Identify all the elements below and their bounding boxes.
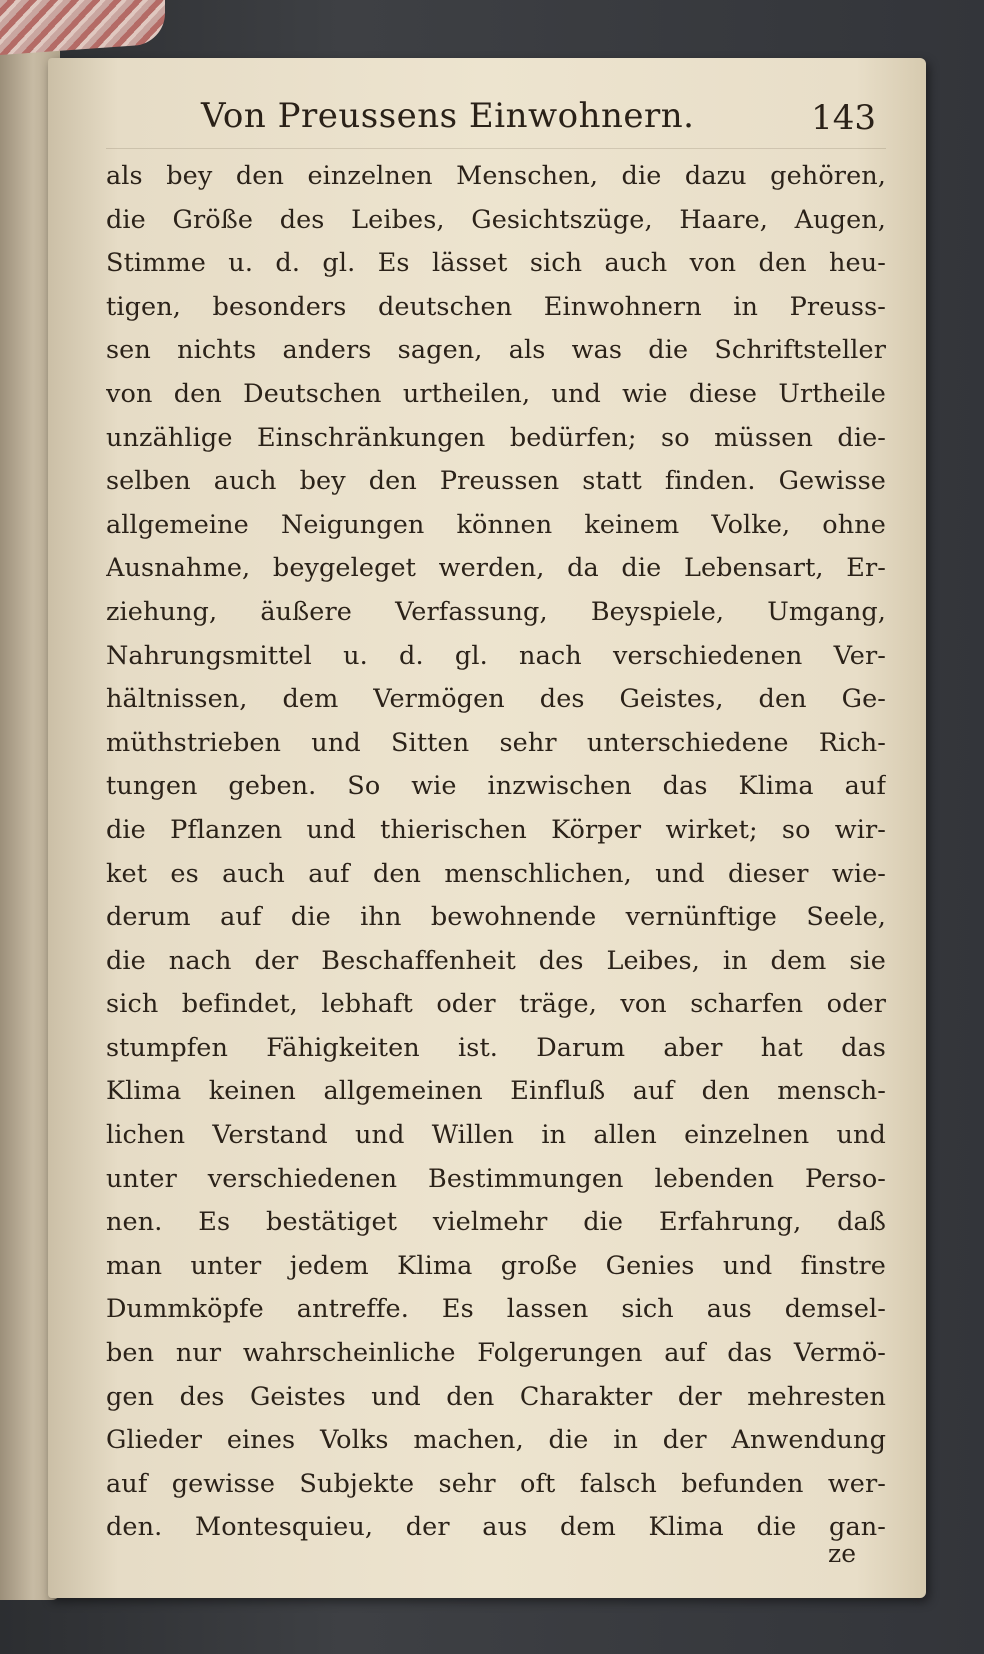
text-line: unzählige Einschränkungen bedürfen; so müssen die-	[106, 422, 886, 453]
text-line: nen. Es bestätiget vielmehr die Erfahrung, daß	[106, 1207, 886, 1238]
page-number: 143	[811, 98, 876, 138]
text-line: müthstrieben und Sitten sehr unterschiedene Rich-	[106, 727, 886, 758]
text-line: man unter jedem Klima große Genies und finstre	[106, 1250, 886, 1281]
text-line: tungen geben. So wie inzwischen das Klima auf	[106, 771, 886, 802]
text-line: gen des Geistes und den Charakter der mehresten	[106, 1381, 886, 1412]
page-header	[106, 88, 886, 149]
book-page	[48, 58, 926, 1598]
page-content	[106, 88, 886, 1568]
text-line: ziehung, äußere Verfassung, Beyspiele, Umgang,	[106, 596, 886, 627]
text-line: hältnissen, dem Vermögen des Geistes, den Ge-	[106, 684, 886, 715]
text-line: selben auch bey den Preussen statt finden. Gewisse	[106, 466, 886, 497]
text-line: Glieder eines Volks machen, die in der Anwendung	[106, 1425, 886, 1456]
text-line: sich befindet, lebhaft oder träge, von scharfen oder	[106, 989, 886, 1020]
text-line: als bey den einzelnen Menschen, die dazu gehören,	[106, 161, 886, 191]
text-line: Klima keinen allgemeinen Einfluß auf den mensch-	[106, 1076, 886, 1107]
text-line: stumpfen Fähigkeiten ist. Darum aber hat das	[106, 1032, 886, 1063]
text-line: ben nur wahrscheinliche Folgerungen auf das Vermö-	[106, 1338, 886, 1369]
text-line: sen nichts anders sagen, als was die Schriftsteller	[106, 335, 886, 366]
text-line: auf gewisse Subjekte sehr oft falsch befunden wer-	[106, 1468, 886, 1499]
text-line: Stimme u. d. gl. Es lässet sich auch von den heu-	[106, 248, 886, 279]
text-line: Nahrungsmittel u. d. gl. nach verschiedenen Ver-	[106, 640, 886, 671]
text-line: von den Deutschen urtheilen, und wie diese Urtheile	[106, 378, 886, 409]
text-line: allgemeine Neigungen können keinem Volke, ohne	[106, 509, 886, 540]
text-line: lichen Verstand und Willen in allen einzelnen und	[106, 1120, 886, 1151]
text-line: die Pflanzen und thierischen Körper wirket; so wir-	[106, 814, 886, 845]
catchword: ze	[828, 1539, 856, 1568]
text-line: unter verschiedenen Bestimmungen lebenden Perso-	[106, 1163, 886, 1194]
text-line: ket es auch auf den menschlichen, und dieser wie-	[106, 858, 886, 889]
body-text	[106, 155, 886, 1550]
running-head: Von Preussens Einwohnern.	[201, 96, 695, 136]
text-line: die Größe des Leibes, Gesichtszüge, Haare, Augen,	[106, 204, 886, 235]
text-line: den. Montesquieu, der aus dem Klima die gan-	[106, 1512, 886, 1543]
text-line: Dummköpfe antreffe. Es lassen sich aus demsel-	[106, 1294, 886, 1325]
text-line: Ausnahme, beygeleget werden, da die Lebensart, Er-	[106, 553, 886, 584]
text-line: die nach der Beschaffenheit des Leibes, in dem sie	[106, 945, 886, 976]
text-line: derum auf die ihn bewohnende vernünftige Seele,	[106, 902, 886, 933]
text-line: tigen, besonders deutschen Einwohnern in Preuss-	[106, 291, 886, 322]
